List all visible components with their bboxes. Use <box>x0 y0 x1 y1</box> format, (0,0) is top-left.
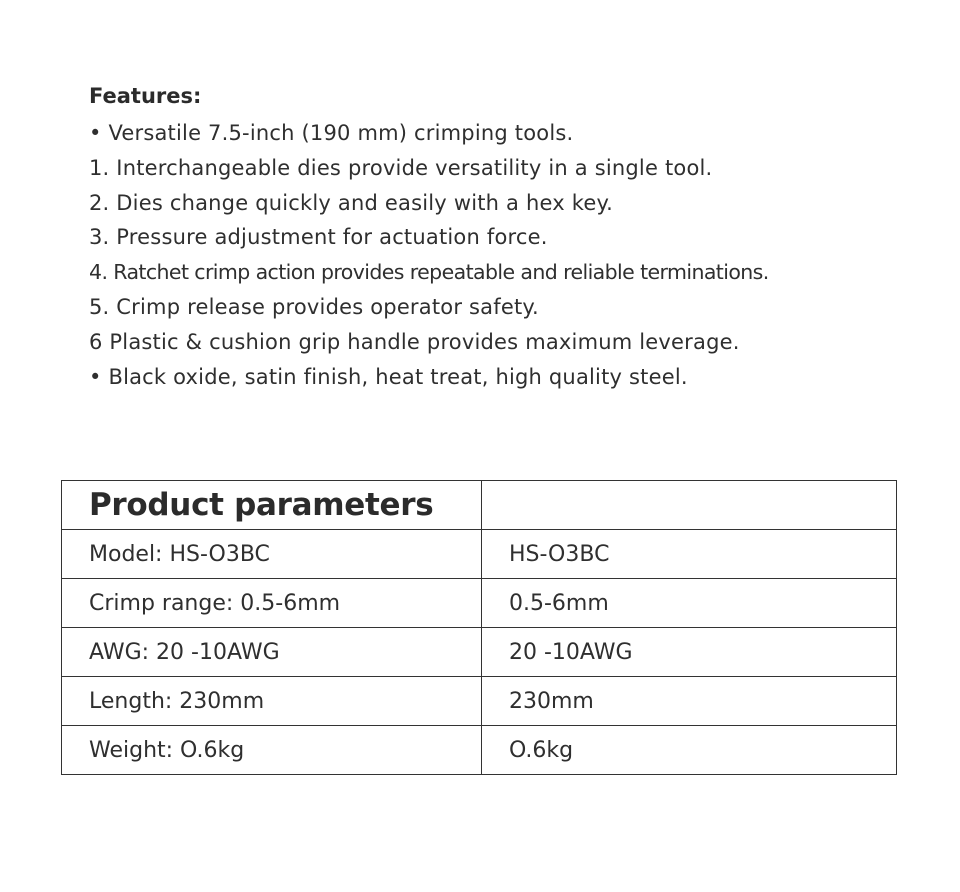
table-row <box>62 579 897 628</box>
table-row <box>62 530 897 579</box>
param-value: 0.5-6mm <box>482 579 897 628</box>
features-list <box>89 116 929 394</box>
param-label: Length: 230mm <box>62 677 482 726</box>
param-label: Weight: O.6kg <box>62 726 482 775</box>
table-row <box>62 628 897 677</box>
feature-item: 6 Plastic & cushion grip handle provides maximum leverage. <box>89 329 740 354</box>
param-value: HS-O3BC <box>482 530 897 579</box>
table-header-right <box>482 481 897 530</box>
feature-item: • Black oxide, satin finish, heat treat, high quality steel. <box>89 364 688 389</box>
param-value: 20 -10AWG <box>482 628 897 677</box>
param-value: 230mm <box>482 677 897 726</box>
features-section <box>89 82 929 394</box>
param-label: AWG: 20 -10AWG <box>62 628 482 677</box>
param-label: Crimp range: 0.5-6mm <box>62 579 482 628</box>
feature-item: • Versatile 7.5-inch (190 mm) crimping tools. <box>89 121 574 145</box>
product-parameters-table <box>61 480 897 775</box>
table-row <box>62 726 897 775</box>
table-title: Product parameters <box>62 481 482 530</box>
feature-item: 2. Dies change quickly and easily with a hex key. <box>89 190 613 215</box>
table-header-row <box>62 481 897 530</box>
param-value: O.6kg <box>482 726 897 775</box>
feature-item: 1. Interchangeable dies provide versatility in a single tool. <box>89 155 713 180</box>
feature-item: 3. Pressure adjustment for actuation force. <box>89 225 548 250</box>
feature-item: 4. Ratchet crimp action provides repeatable and reliable terminations. <box>89 260 769 285</box>
table-row <box>62 677 897 726</box>
param-label: Model: HS-O3BC <box>62 530 482 579</box>
feature-item: 5. Crimp release provides operator safety. <box>89 294 539 319</box>
features-title: Features: <box>89 84 202 108</box>
